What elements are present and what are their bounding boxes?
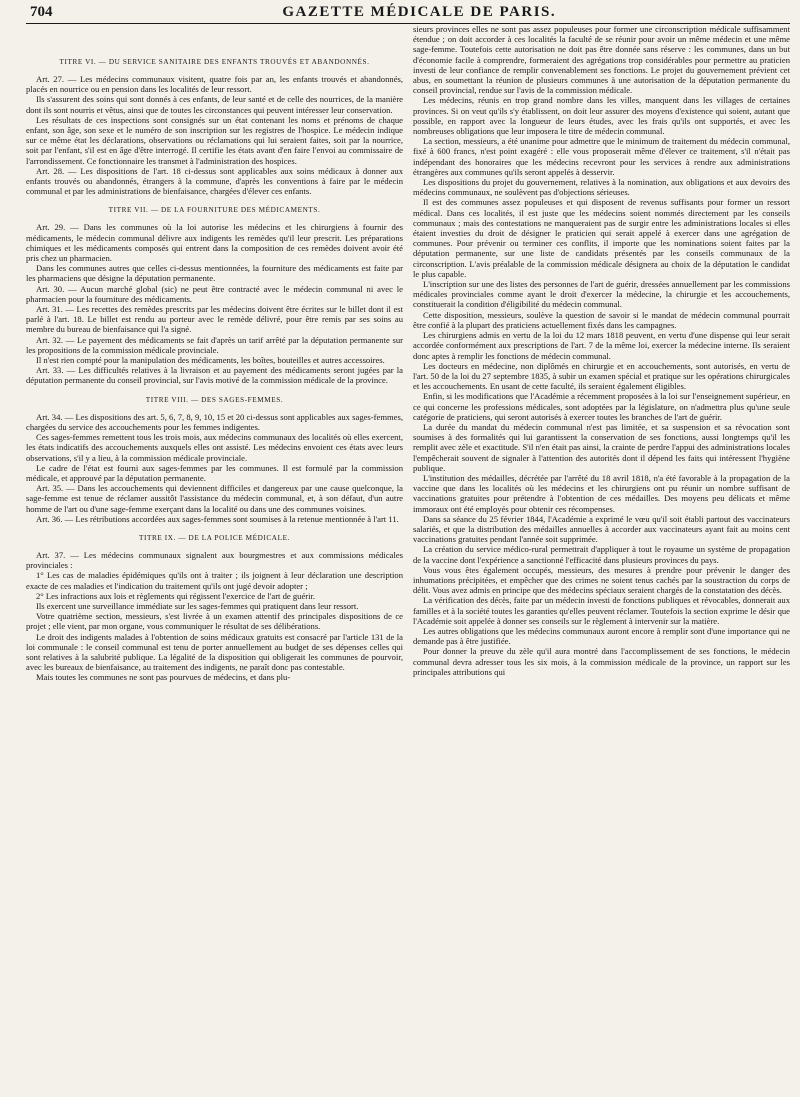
- text-columns: [26, 24, 790, 1094]
- paragraph: Cette disposition, messieurs, soulève la question de savoir si le mandat de médecin communal pourrait être confié à la plupart des praticiens actuellement fixés dans les campagnes.: [413, 309, 790, 330]
- paragraph: Le cadre de l'état est fourni aux sages-femmes par les communes. Il est formulé par la commission médicale, et approuvé par la députation permanente.: [26, 462, 403, 483]
- paragraph: Les résultats de ces inspections sont consignés sur un état contenant les noms et prénoms de chaque enfant, son âge, son sexe et le numéro de son inscription sur les registres de l'hospice. Le médecin indique sur ce même état les déclarations, observations ou réclamations qui lui seraient faites, soit par la nourrice, soit par l'enfant, s'il est en âge d'être interrogé. Il certifie les états avant d'en faire l'envoi au commissaire de l'arrondissement. Ce fonctionnaire les transmet à l'administration des hospices.: [26, 114, 403, 166]
- paragraph: Art. 32. — Le payement des médicaments se fait d'après un tarif arrêté par la députation permanente sur les propositions de la commission médicale provinciale.: [26, 334, 403, 355]
- paragraph: Il est des communes assez populeuses et qui disposent de revenus suffisants pour former un ressort médical. Dans ces localités, il est juste que les médecins soient nommés directement par les conseils communaux ; mais des contestations ne manqueraient pas de surgir entre les administrations locales si elles étaient investies du droit de désigner le praticien qui serait appelé à exercer dans une agrégation de communes. Pour prévenir ou terminer ces conflits, il importe que les nominations soient faites par la députation permanente, sur une liste de candidats présentés par les conseils communaux de la circonscription. L'avis préalable de la commission médicale désignera au choix de la députation le candidat le plus capable.: [413, 197, 790, 279]
- paragraph: Vous vous êtes également occupés, messieurs, des mesures à prendre pour prévenir le danger des inhumations précipitées, et empêcher que des crimes ne soient tenus cachés par la soustraction du corps de délit. Vous avez admis en principe que des médecins spéciaux seraient chargés de la constatation des décès.: [413, 564, 790, 596]
- paragraph: Art. 33. — Les difficultés relatives à la livraison et au payement des médicaments seront jugées par la députation permanente du conseil provincial, sur l'avis motivé de la commission médicale de la province.: [26, 365, 403, 386]
- left-column: [26, 24, 403, 1094]
- section-title: TITRE VIII. — DES SAGES-FEMMES.: [145, 395, 284, 404]
- paragraph: Enfin, si les modifications que l'Académie a récemment proposées à la loi sur l'enseignement supérieur, en ce qui concerne les professions médicales, sont adoptées par la législature, on n'admettra plus qu'une seule catégorie de praticiens, qui seront autorisés à exercer toutes les branches de l'art de guérir.: [413, 391, 790, 422]
- paragraph: Pour donner la preuve du zèle qu'il aura montré dans l'accomplissement de ses fonctions, le médecin communal devra adresser tous les six mois, à la commission médicale de la province, un rapport sur les principales attributions qui: [413, 646, 790, 677]
- section-title: TITRE VI. — DU SERVICE SANITAIRE DES ENFANTS TROUVÉS ET ABANDONNÉS.: [59, 58, 370, 66]
- paragraph: La section, messieurs, a été unanime pour admettre que le minimum de traitement du médecin communal, fixé à 600 francs, n'est point exagéré : elle vous proposerait même d'élever ce traitement, s'il n'était pas indépendant des honoraires que les médecins recevront pour les services à rendre aux administrations étrangères aux communes qu'ils seront appelés à desservir.: [413, 136, 790, 177]
- paragraph: Art. 27. — Les médecins communaux visitent, quatre fois par an, les enfants trouvés et abandonnés, placés en nourrice ou en pension dans les localités de leur ressort.: [26, 74, 403, 95]
- paragraph: Ces sages-femmes remettent tous les trois mois, aux médecins communaux des localités où elles exercent, les états indicatifs des accouchements auxquels elles ont assisté. Les médecins envoient ces états avec leurs observations, s'il y a lieu, à la commission médicale provinciale.: [26, 432, 403, 463]
- page-header: [26, 0, 790, 24]
- paragraph: L'institution des médailles, décrétée par l'arrêté du 18 avril 1818, n'a été favorable à la propagation de la vaccine que dans les localités où les médecins et les chirurgiens ont pu réunir un nombre suffisant de vaccinations gratuites pour prétendre à l'obtention de ces médailles. Des moyens peu délicats et même immoraux ont été employés pour obtenir ces récompenses.: [413, 472, 790, 514]
- paragraph: La vérification des décès, faite par un médecin investi de fonctions publiques et révocables, donnerait aux familles et à la société toutes les garanties qu'elles peuvent réclamer. Toutefois la section exprime le désir que l'Académie soit appelée à donner ses conseils sur le règlement à intervenir sur la matière.: [413, 595, 790, 626]
- paragraph: Art. 37. — Les médecins communaux signalent aux bourgmestres et aux commissions médicales provinciales :: [26, 549, 403, 571]
- paragraph: Ils s'assurent des soins qui sont donnés à ces enfants, de leur santé et de celle des nourrices, de la manière dont ils sont nourris et vêtus, ainsi que de toutes les circonstances qui peuvent intéresser leur conservation.: [26, 94, 403, 115]
- paragraph: Dans les communes autres que celles ci-dessus mentionnées, la fourniture des médicaments est faite par les pharmaciens que désigne la députation permanente.: [26, 263, 403, 284]
- paragraph: Le droit des indigents malades à l'obtention de soins médicaux gratuits est consacré par l'article 131 de la loi communale : le conseil communal est tenu de porter annuellement au budget de ses dépenses celles qui sont relatives à la salubrité publique. La légalité de la disposition qui obligerait les communes de pourvoir, avec les bureaux de bienfaisance, au traitement des indigents, ne paraît donc pas contestable.: [26, 631, 403, 673]
- paragraph: Les dispositions du projet du gouvernement, relatives à la nomination, aux obligations et aux devoirs des médecins communaux, ne soulèvent pas d'objections sérieuses.: [413, 177, 790, 198]
- paragraph: Art. 35. — Dans les accouchements qui deviennent difficiles et dangereux par une cause quelconque, la sage-femme est tenue de réclamer aussitôt l'assistance du médecin communal, et, à son défaut, d'un autre homme de l'art ou d'une sage-femme exerçant dans la localité ou dans une des communes voisines.: [26, 483, 403, 514]
- paragraph: Ils exercent une surveillance immédiate sur les sages-femmes qui pratiquent dans leur ressort.: [36, 600, 359, 611]
- paragraph: La création du service médico-rural permettrait d'appliquer à tout le royaume un système de propagation de la vaccine dont l'expérience a sanctionné l'efficacité dans plusieurs provinces du pays.: [413, 544, 790, 565]
- section-title: TITRE IX. — DE LA POLICE MÉDICALE.: [139, 533, 290, 542]
- paragraph: Mais toutes les communes ne sont pas pourvues de médecins, et dans plu-: [36, 672, 291, 683]
- paragraph: Il n'est rien compté pour la manipulation des médicaments, les boîtes, bouteilles et autres accessoires.: [36, 355, 385, 366]
- paragraph: 1° Les cas de maladies épidémiques qu'ils ont à traiter ; ils joignent à leur déclaration une description exacte de ces maladies et l'indication du traitement qu'ils ont jugé devoir adopter ;: [26, 570, 403, 591]
- paragraph: Votre quatrième section, messieurs, s'est livrée à un examen attentif des principales dispositions de ce projet ; elle vient, par mon organe, vous communiquer le résultat de ses délibérations.: [26, 611, 403, 632]
- paragraph: Art. 28. — Les dispositions de l'art. 18 ci-dessus sont applicables aux soins médicaux à donner aux enfants trouvés ou abandonnés, étrangers à la commune, d'après les conventions à faire par le médecin communal et par les administrations de bienfaisance, chargées d'élever ces enfants.: [26, 165, 403, 197]
- paragraph: Les docteurs en médecine, non diplômés en chirurgie et en accouchements, sont autorisés, en vertu de l'art. 50 de la loi du 27 septembre 1835, à subir un examen spécial et pratique sur les opérations chirurgicales et les accouchements. En usant de cette faculté, ils seraient également éligibles.: [413, 360, 790, 392]
- paragraph: Les médecins, réunis en trop grand nombre dans les villes, manquent dans les villages de certaines provinces. Si on veut qu'ils s'y établissent, on doit leur assurer des moyens d'existence qui soient, autant que possible, en rapport avec la longueur de leurs études, avec les frais qu'ils ont supportés, et avec les nombreuses obligations que leur imposera le titre de médecin communal.: [413, 95, 790, 137]
- paragraph: Art. 31. — Les recettes des remèdes prescrits par les médecins doivent être écrites sur le billet dont il est parlé à l'art. 18. Le billet est rendu au porteur avec le remède délivré, pour être remis par ses soins au membre du bureau de bienfaisance qui l'a signé.: [26, 304, 403, 335]
- paragraph: Art. 29. — Dans les communes où la loi autorise les médecins et les chirurgiens à fournir des médicaments, le médecin communal délivre aux indigents les remèdes qu'il leur prescrit. Les préparations chimiques et les médicaments composés qui entrent dans la composition de ces remèdes doivent avoir été pris chez un pharmacien.: [26, 222, 403, 264]
- paragraph: Dans sa séance du 25 février 1844, l'Académie a exprimé le vœu qu'il soit établi partout des vaccinateurs salariés, et que la distribution des médailles annuelles à accorder aux vaccinateurs ayant fait au moins cent vaccinations gratuites pendant l'année soit supprimée.: [413, 513, 790, 545]
- paragraph: sieurs provinces elles ne sont pas assez populeuses pour former une circonscription médicale suffisamment étendue ; on doit accorder à ces localités la faculté de se réunir pour avoir un même médecin et une même sage-femme. Toutefois cette autorisation ne doit pas être donnée sans réserve : les communes, dans un but d'économie facile à comprendre, formeraient des agrégations trop considérables pour permettre au praticien investi de leur confiance de remplir convenablement ses fonctions. Le projet du gouvernement prévient cet abus, en soumettant la réunion de plusieurs communes à une autorisation de la députation permanente du conseil provincial, rendue sur l'avis de la commission médicale.: [413, 24, 790, 96]
- paragraph: La durée du mandat du médecin communal n'est pas limitée, et sa suspension et sa révocation sont soumises à des formalités qui lui garantissent la conservation de ses fonctions, aussi longtemps qu'il les remplit avec zèle et exactitude. S'il n'en était pas ainsi, la crainte de perdre l'appui des administrations locales l'empêcherait souvent de signaler à l'attention des autorités dont il dépend les faits qui intéressent l'hygiène publique.: [413, 421, 790, 473]
- paragraph: Art. 34. — Les dispositions des art. 5, 6, 7, 8, 9, 10, 15 et 20 ci-dessus sont applicables aux sages-femmes, chargées du service des accouchements pour les femmes indigentes.: [26, 411, 403, 432]
- right-column: [413, 24, 790, 1094]
- section-title: TITRE VII. — DE LA FOURNITURE DES MÉDICAMENTS.: [108, 206, 321, 215]
- paragraph: Les autres obligations que les médecins communaux auront encore à remplir sont d'une importance qui ne demande pas à être justifiée.: [413, 625, 790, 647]
- paragraph: 2° Les infractions aux lois et règlements qui régissent l'exercice de l'art de guérir.: [36, 590, 316, 601]
- paragraph: Art. 36. — Les rétributions accordées aux sages-femmes sont soumises à la retenue mentionnée à l'art 11.: [36, 513, 399, 524]
- page-number: 704: [30, 4, 53, 20]
- paragraph: L'inscription sur une des listes des personnes de l'art de guérir, dressées annuellement par les commissions médicales provinciales comme ayant le droit d'exercer la médecine, la chirurgie et les accouchements, constituerait la condition d'éligibilité du médecin communal.: [413, 279, 790, 310]
- journal-title: GAZETTE MÉDICALE DE PARIS.: [282, 4, 557, 20]
- paragraph: Les chirurgiens admis en vertu de la loi du 12 mars 1818 peuvent, en vertu d'une dispense qui leur serait accordée conformément aux prescriptions de l'art. 7 de la même loi, exercer la médecine interne. Ils seraient donc aptes à remplir les fonctions de médecin communal.: [413, 330, 790, 361]
- paragraph: Art. 30. — Aucun marché global (sic) ne peut être contracté avec le médecin communal ni avec le pharmacien pour la fourniture des médicaments.: [26, 283, 403, 304]
